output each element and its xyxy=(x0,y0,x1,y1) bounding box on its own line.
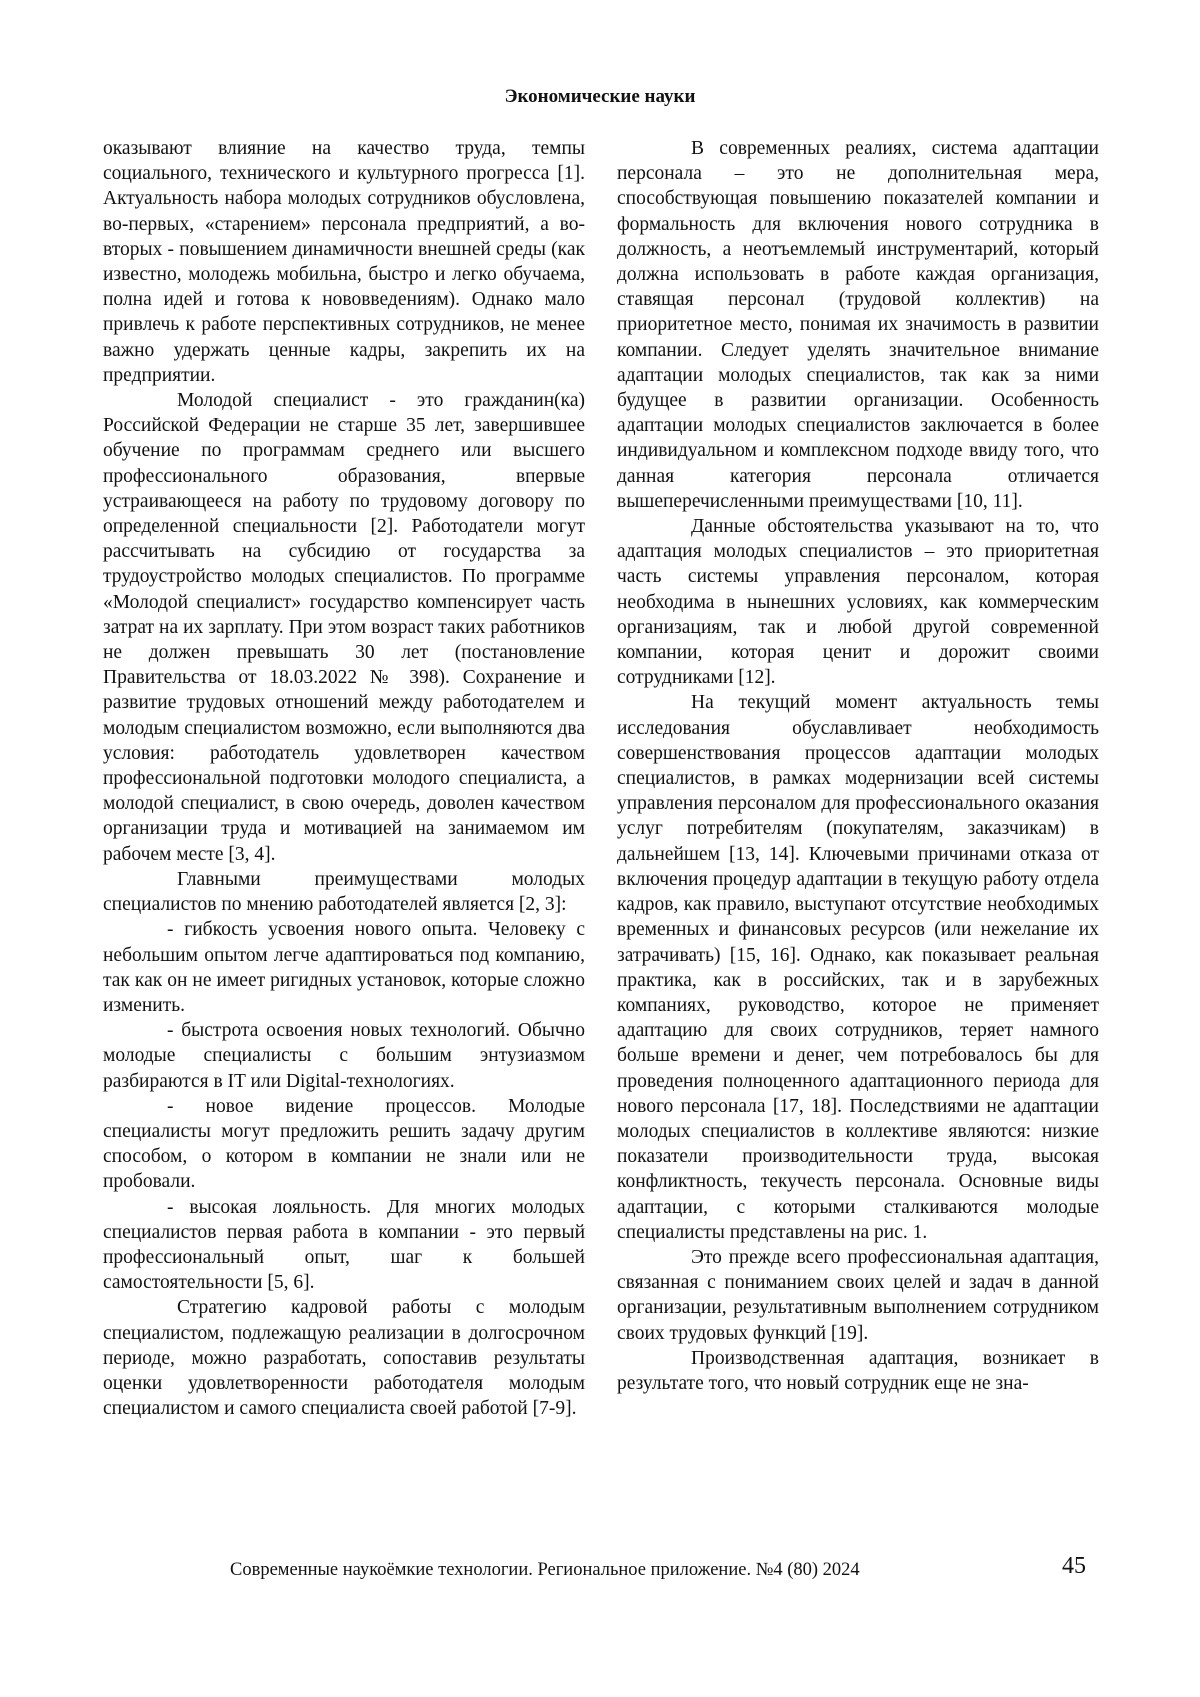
paragraph-continuation: оказывают влияние на качество труда, темпы социального, технического и культурного прогресса [1]. Актуальность набора молодых сотрудников обусловлена, во-первых, «старением» персонала предприятий, а во-вторых - повышением динамичности внешней среды (как известно, молодежь мобильна, быстро и легко обучаема, полна идей и готова к нововведениям). Однако мало привлечь к работе перспективных сотрудников, не менее важно удержать ценные кадры, закрепить их на предприятии. xyxy=(103,138,585,386)
paragraph-advantages-intro: Главными преимуществами молодых специалистов по мнению работодателей является [2, 3]: xyxy=(103,868,585,916)
paragraph-adaptation-system: В современных реалиях, система адаптации персонала – это не дополнительная мера, способствующая повышению показателей компании и формальность для включения нового сотрудника в должность, а неотъемлемый инструментарий, который должна использовать в работе каждая организация, ставящая персонал (трудовой коллектив) на приоритетное место, понимая их значимость в развитии компании. Следует уделять значительное внимание адаптации молодых специалистов, так как за ними будущее в развитии организации. Особенность адаптации молодых специалистов заключается в более индивидуальном и комплексном подходе ввиду того, что данная категория персонала отличается вышеперечисленными преимуществами [10, 11]. xyxy=(617,138,1099,512)
list-item-new-vision: - новое видение процессов. Молодые специалисты могут предложить решить задачу другим способом, о котором в компании не знали или не пробовали. xyxy=(103,1095,585,1193)
paragraph-production-adaptation: Производственная адаптация, возникает в результате того, что новый сотрудник еще не зна- xyxy=(617,1347,1099,1394)
paragraph-relevance: На текущий момент актуальность темы исследования обуславливает необходимость совершенствования процессов адаптации молодых специалистов, в рамках модернизации всей системы управления персоналом для профессионального оказания услуг потребителям (покупателям, заказчикам) в дальнейшем [13, 14]. Ключевыми причинами отказа от включения процедур адаптации в текущую работу отдела кадров, как правило, выступают отсутствие необходимых временных и финансовых ресурсов (или нежелание их затрачивать) [15, 16]. Однако, как показывает реальная практика, как в российских, так и в зарубежных компаниях, руководство, которое не применяет адаптацию для своих сотрудников, теряет намного больше времени и денег, чем потребовалось бы для проведения полноценного адаптационного периода для нового персонала [17, 18]. Последствиями не адаптации молодых специалистов в коллективе являются: низкие показатели производительности труда, высокая конфликтность, текучесть персонала. Основные виды адаптации, с которыми сталкиваются молодые специалисты представлены на рис. 1. xyxy=(617,692,1099,1243)
section-header: Экономические науки xyxy=(504,86,696,107)
paragraph-professional-adaptation: Это прежде всего профессиональная адаптация, связанная с пониманием своих целей и задач в данной организации, результативным выполнением сотрудником своих трудовых функций [19]. xyxy=(617,1246,1099,1344)
list-item-technology: - быстрота освоения новых технологий. Обычно молодые специалисты с большим энтузиазмом разбираются в IT или Digital-технологиях. xyxy=(103,1020,585,1092)
journal-footer: Современные наукоёмкие технологии. Региональное приложение. №4 (80) 2024 xyxy=(230,1560,860,1580)
page-number: 45 xyxy=(1062,1553,1086,1579)
list-item-flexibility: - гибкость усвоения нового опыта. Человеку с небольшим опытом легче адаптироваться под компанию, так как он не имеет ригидных установок, которые сложно изменить. xyxy=(103,919,585,1016)
left-column xyxy=(103,136,585,1421)
list-item-loyalty: - высокая лояльность. Для многих молодых специалистов первая работа в компании - это первый профессиональный опыт, шаг к большей самостоятельности [5, 6]. xyxy=(103,1196,585,1294)
paragraph-strategy: Стратегию кадровой работы с молодым специалистом, подлежащую реализации в долгосрочном периоде, можно разработать, сопоставив результаты оценки удовлетворенности работодателя молодым специалистом и самого специалиста своей работой [7-9]. xyxy=(103,1297,585,1420)
paragraph-circumstances: Данные обстоятельства указывают на то, что адаптация молодых специалистов – это приоритетная часть системы управления персоналом, которая необходима в нынешних условиях, как коммерческим организациям, так и любой другой современной компании, которая ценит и дорожит своими сотрудниками [12]. xyxy=(617,516,1099,689)
right-column xyxy=(617,136,1099,1396)
paragraph-young-specialist-definition: Молодой специалист - это гражданин(ка) Российской Федерации не старше 35 лет, завершившее обучение по программам среднего или высшего профессионального образования, впервые устраивающееся на работу по трудовому договору по определенной специальности [2]. Работодатели могут рассчитывать на субсидию от государства за трудоустройство молодых специалистов. По программе «Молодой специалист» государство компенсирует часть затрат на их зарплату. При этом возраст таких работников не должен превышать 30 лет (постановление Правительства от 18.03.2022 № 398). Сохранение и развитие трудовых отношений между работодателем и молодым специалистом возможно, если выполняются два условия: работодатель удовлетворен качеством профессиональной подготовки молодого специалиста, а молодой специалист, в свою очередь, доволен качеством организации труда и мотивацией на занимаемом им рабочем месте [3, 4]. xyxy=(103,390,585,865)
